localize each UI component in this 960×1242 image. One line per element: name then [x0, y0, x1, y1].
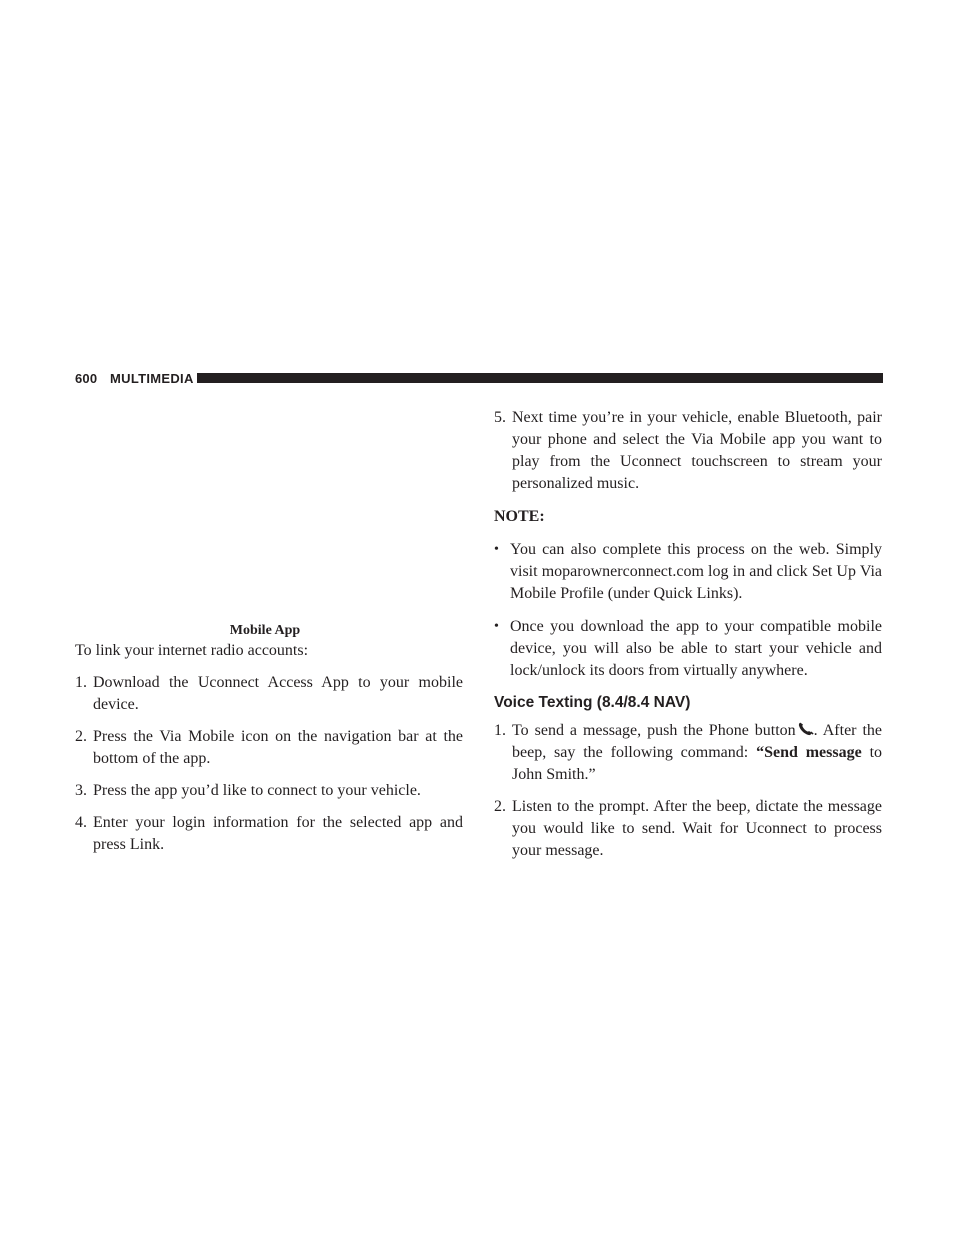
- step-number: 1.: [75, 674, 87, 691]
- step-number: 4.: [75, 814, 87, 831]
- header-rule: [197, 373, 883, 383]
- figure-caption: Mobile App: [229, 623, 301, 638]
- bullet-text: Once you download the app to your compatible mobile device, you will also be able to start your vehicle and lock/unlock its doors from virtually anywhere.: [510, 618, 882, 679]
- list-item: [75, 812, 463, 856]
- step-text: Next time you’re in your vehicle, enable Bluetooth, pair your phone and select the Via Mobile app you want to play from the Uconnect touchscreen to stream your personalized music.: [512, 409, 882, 492]
- step-text: Listen to the prompt. After the beep, dictate the message you would like to send. Wait for Uconnect to process your message.: [512, 798, 882, 859]
- step-number: 5.: [494, 409, 506, 426]
- bullet-icon: •: [494, 542, 499, 557]
- step-text: Download the Uconnect Access App to your mobile device.: [93, 674, 463, 713]
- step-text: To send a message, push the Phone button . After the beep, say the following command: “Send message to John Smith.”: [512, 722, 883, 783]
- list-item: [75, 726, 463, 770]
- step-text: Enter your login information for the selected app and press Link.: [93, 814, 463, 853]
- list-item: [494, 720, 882, 786]
- section-title: MULTIMEDIA: [110, 371, 194, 386]
- step-text: Press the app you’d like to connect to your vehicle.: [93, 782, 421, 799]
- page-header: [75, 368, 883, 392]
- section-heading: Voice Texting (8.4/8.4 NAV): [494, 694, 691, 711]
- list-item: [494, 796, 882, 862]
- page-number: 600: [75, 371, 98, 386]
- bullet-icon: •: [494, 619, 499, 634]
- list-item: [494, 616, 882, 682]
- left-column: [75, 640, 463, 856]
- list-item: [494, 539, 882, 605]
- list-item: [75, 672, 463, 716]
- note-label: NOTE:: [494, 508, 545, 525]
- phone-icon: [798, 722, 814, 736]
- step-number: 2.: [75, 728, 87, 745]
- step-number: 2.: [494, 798, 506, 815]
- step-number: 1.: [494, 722, 506, 739]
- intro-text: To link your internet radio accounts:: [75, 642, 309, 659]
- list-item: [494, 407, 882, 495]
- bullet-text: You can also complete this process on the web. Simply visit moparownerconnect.com log in and click Set Up Via Mobile Profile (under Quick Links).: [510, 541, 882, 602]
- step-number: 3.: [75, 782, 87, 799]
- step-text: Press the Via Mobile icon on the navigation bar at the bottom of the app.: [93, 728, 463, 767]
- list-item: [75, 780, 463, 802]
- right-column: [494, 407, 882, 862]
